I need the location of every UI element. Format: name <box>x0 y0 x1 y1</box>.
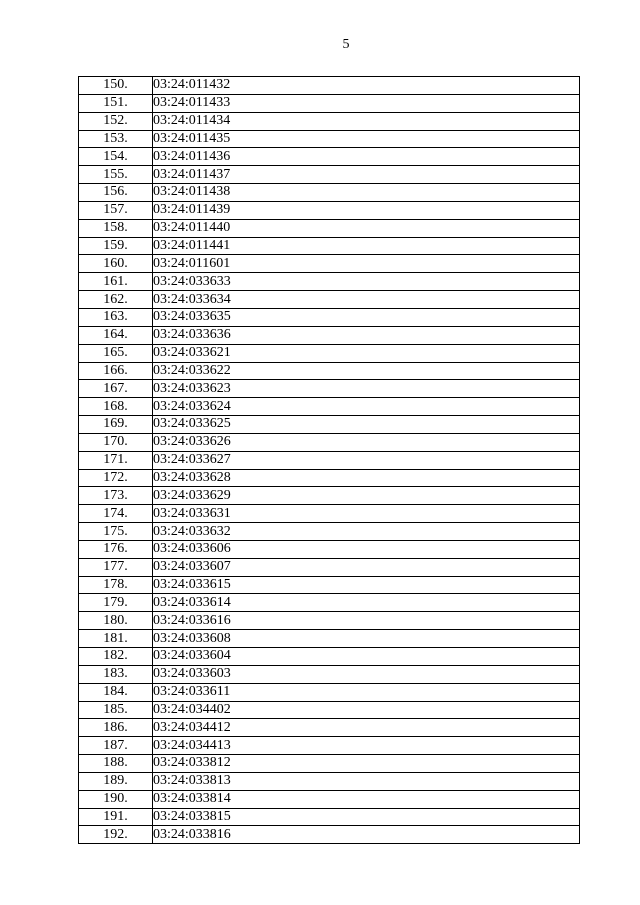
table-row <box>79 77 580 95</box>
row-number: 172. <box>79 469 153 487</box>
row-number: 190. <box>79 790 153 808</box>
table-row <box>79 273 580 291</box>
cadastral-code: 03:24:033625 <box>153 416 580 434</box>
table-row <box>79 255 580 273</box>
cadastral-code: 03:24:034402 <box>153 701 580 719</box>
table-row <box>79 648 580 666</box>
table-row <box>79 433 580 451</box>
cadastral-code: 03:24:033636 <box>153 326 580 344</box>
row-number: 163. <box>79 308 153 326</box>
cadastral-code: 03:24:033626 <box>153 433 580 451</box>
row-number: 182. <box>79 648 153 666</box>
table-row <box>79 665 580 683</box>
row-number: 159. <box>79 237 153 255</box>
cadastral-code: 03:24:033635 <box>153 308 580 326</box>
row-number: 171. <box>79 451 153 469</box>
table-row <box>79 594 580 612</box>
row-number: 158. <box>79 219 153 237</box>
row-number: 150. <box>79 77 153 95</box>
cadastral-code: 03:24:033615 <box>153 576 580 594</box>
cadastral-code: 03:24:033614 <box>153 594 580 612</box>
table-row <box>79 576 580 594</box>
row-number: 176. <box>79 540 153 558</box>
cadastral-code: 03:24:011435 <box>153 130 580 148</box>
table-row <box>79 790 580 808</box>
cadastral-code: 03:24:033814 <box>153 790 580 808</box>
row-number: 154. <box>79 148 153 166</box>
table-row <box>79 219 580 237</box>
cadastral-code: 03:24:033608 <box>153 630 580 648</box>
table-row <box>79 362 580 380</box>
cadastral-code: 03:24:011440 <box>153 219 580 237</box>
row-number: 169. <box>79 416 153 434</box>
cadastral-code: 03:24:033816 <box>153 826 580 844</box>
cadastral-code: 03:24:033624 <box>153 398 580 416</box>
row-number: 183. <box>79 665 153 683</box>
page-number: 5 <box>342 37 350 52</box>
cadastral-code: 03:24:034412 <box>153 719 580 737</box>
table-row <box>79 523 580 541</box>
row-number: 191. <box>79 808 153 826</box>
cadastral-code: 03:24:033815 <box>153 808 580 826</box>
cadastral-code: 03:24:033604 <box>153 648 580 666</box>
row-number: 155. <box>79 166 153 184</box>
cadastral-code: 03:24:033623 <box>153 380 580 398</box>
table-row <box>79 808 580 826</box>
table-row <box>79 291 580 309</box>
cadastral-code: 03:24:033813 <box>153 772 580 790</box>
cadastral-code: 03:24:033628 <box>153 469 580 487</box>
table-row <box>79 416 580 434</box>
cadastral-code: 03:24:033607 <box>153 558 580 576</box>
row-number: 175. <box>79 523 153 541</box>
row-number: 161. <box>79 273 153 291</box>
cadastral-code: 03:24:011432 <box>153 77 580 95</box>
table-row <box>79 719 580 737</box>
table-row <box>79 380 580 398</box>
table-row <box>79 451 580 469</box>
cadastral-code: 03:24:033812 <box>153 755 580 773</box>
table-row <box>79 308 580 326</box>
cadastral-code: 03:24:033622 <box>153 362 580 380</box>
table-row <box>79 130 580 148</box>
row-number: 181. <box>79 630 153 648</box>
cadastral-code: 03:24:011601 <box>153 255 580 273</box>
cadastral-code: 03:24:011433 <box>153 94 580 112</box>
row-number: 151. <box>79 94 153 112</box>
cadastral-code: 03:24:011439 <box>153 201 580 219</box>
table-row <box>79 826 580 844</box>
cadastral-code: 03:24:011436 <box>153 148 580 166</box>
table-row <box>79 166 580 184</box>
table-row <box>79 558 580 576</box>
table-row <box>79 612 580 630</box>
cadastral-table <box>78 76 580 844</box>
row-number: 189. <box>79 772 153 790</box>
cadastral-code: 03:24:033632 <box>153 523 580 541</box>
table-row <box>79 505 580 523</box>
table-row <box>79 683 580 701</box>
cadastral-code: 03:24:033627 <box>153 451 580 469</box>
row-number: 165. <box>79 344 153 362</box>
row-number: 164. <box>79 326 153 344</box>
table-row <box>79 487 580 505</box>
table-row <box>79 326 580 344</box>
row-number: 185. <box>79 701 153 719</box>
table-row <box>79 148 580 166</box>
row-number: 180. <box>79 612 153 630</box>
row-number: 179. <box>79 594 153 612</box>
table-row <box>79 94 580 112</box>
row-number: 166. <box>79 362 153 380</box>
row-number: 156. <box>79 184 153 202</box>
row-number: 157. <box>79 201 153 219</box>
row-number: 162. <box>79 291 153 309</box>
cadastral-code: 03:24:033611 <box>153 683 580 701</box>
cadastral-code: 03:24:033629 <box>153 487 580 505</box>
row-number: 184. <box>79 683 153 701</box>
table-body <box>79 77 580 844</box>
table-row <box>79 772 580 790</box>
cadastral-code: 03:24:033634 <box>153 291 580 309</box>
row-number: 177. <box>79 558 153 576</box>
cadastral-code: 03:24:034413 <box>153 737 580 755</box>
cadastral-code: 03:24:033603 <box>153 665 580 683</box>
row-number: 186. <box>79 719 153 737</box>
cadastral-code: 03:24:011438 <box>153 184 580 202</box>
table-row <box>79 755 580 773</box>
table-row <box>79 112 580 130</box>
table-row <box>79 737 580 755</box>
row-number: 187. <box>79 737 153 755</box>
row-number: 188. <box>79 755 153 773</box>
table-row <box>79 540 580 558</box>
row-number: 192. <box>79 826 153 844</box>
cadastral-code: 03:24:011437 <box>153 166 580 184</box>
table-row <box>79 237 580 255</box>
table-row <box>79 184 580 202</box>
row-number: 178. <box>79 576 153 594</box>
table-row <box>79 398 580 416</box>
cadastral-code: 03:24:033616 <box>153 612 580 630</box>
table-row <box>79 701 580 719</box>
table-row <box>79 344 580 362</box>
row-number: 153. <box>79 130 153 148</box>
row-number: 173. <box>79 487 153 505</box>
row-number: 168. <box>79 398 153 416</box>
table-row <box>79 630 580 648</box>
cadastral-code: 03:24:033621 <box>153 344 580 362</box>
row-number: 160. <box>79 255 153 273</box>
cadastral-code: 03:24:033606 <box>153 540 580 558</box>
cadastral-code: 03:24:033631 <box>153 505 580 523</box>
row-number: 152. <box>79 112 153 130</box>
row-number: 167. <box>79 380 153 398</box>
cadastral-code: 03:24:011434 <box>153 112 580 130</box>
table-row <box>79 469 580 487</box>
cadastral-code: 03:24:033633 <box>153 273 580 291</box>
row-number: 174. <box>79 505 153 523</box>
table-row <box>79 201 580 219</box>
row-number: 170. <box>79 433 153 451</box>
cadastral-code: 03:24:011441 <box>153 237 580 255</box>
